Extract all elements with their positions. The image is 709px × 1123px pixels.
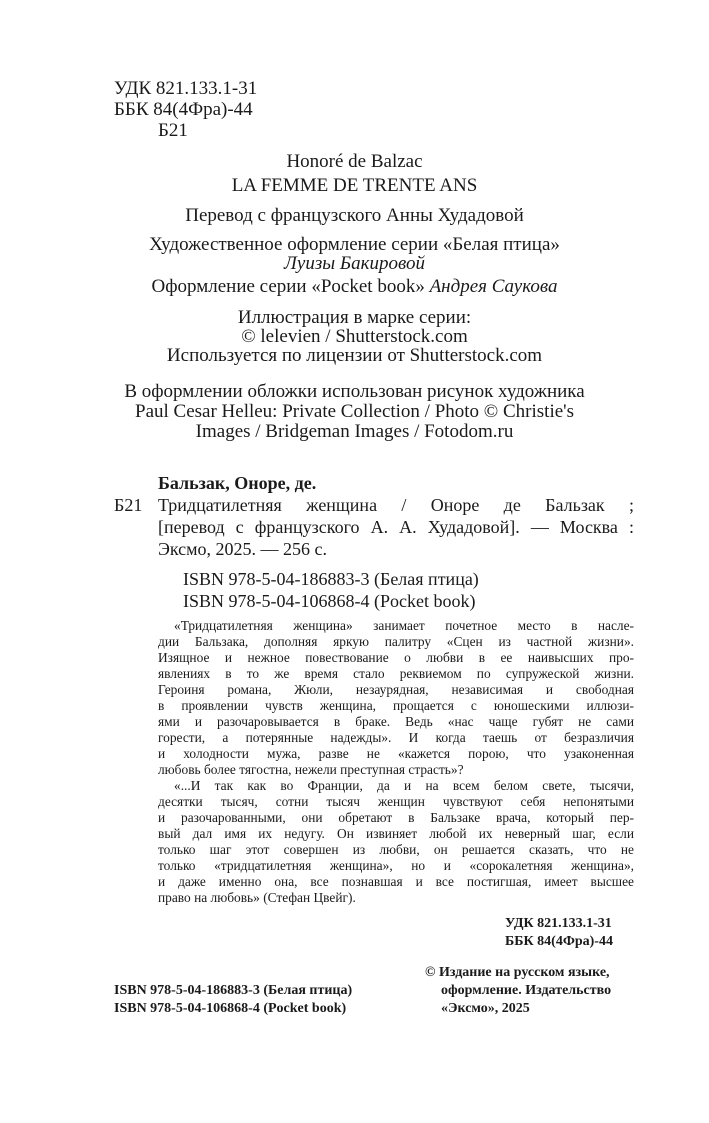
cover-credit-line-2: Paul Cesar Helleu: Private Collection / Photo © Christie's: [135, 401, 574, 422]
author-mark: Б21: [158, 120, 188, 141]
series-design-credit: [0, 276, 709, 298]
bbk-code: ББК 84(4Фра)-44: [114, 99, 253, 120]
cover-credit-line-3: Images / Bridgeman Images / Fotodom.ru: [195, 421, 514, 442]
card-description-line: Тридцатилетняя женщина / Оноре де Бальзак ;: [158, 495, 634, 515]
translation-credit: Перевод с французского Анны Худадовой: [185, 205, 524, 226]
illustration-label: Иллюстрация в марке серии:: [237, 307, 472, 328]
card-isbn: ISBN 978-5-04-186883-3 (Белая птица): [183, 569, 479, 589]
art-design-series: Художественное оформление серии «Белая птица»: [149, 234, 560, 255]
original-author: Honoré de Balzac: [286, 151, 423, 172]
annotation-line: любовь более тягостна, нежели преступная страсть»?: [158, 762, 464, 777]
license-note: Используется по лицензии от Shutterstock.com: [166, 345, 543, 366]
illustration-credit: © lelevien / Shutterstock.com: [241, 326, 468, 347]
annotation-line: ями и разочаровывается в браке. Ведь «нас чаще губят не сами: [158, 714, 634, 729]
annotation-line: дии Бальзака, дополняя яркую палитру «Сцен из частной жизни».: [158, 634, 634, 649]
card-isbn: ISBN 978-5-04-106868-4 (Pocket book): [183, 591, 476, 611]
art-design-name: Луизы Бакировой: [284, 253, 425, 274]
original-title: LA FEMME DE TRENTE ANS: [231, 175, 478, 196]
annotation-line: горести, а потерянные надежды». И когда таешь от безразличия: [158, 730, 634, 745]
udk-code: УДК 821.133.1-31: [114, 78, 258, 99]
card-author-heading: Бальзак, Оноре, де.: [158, 473, 317, 493]
annotation-line: только шаг этот совершен из любви, он решается сказать, что не: [158, 842, 634, 857]
copyright-line-1: © Издание на русском языке,: [425, 965, 610, 980]
annotation-line: явлениях в то же время стало реквиемом по супружеской жизни.: [158, 666, 634, 681]
annotation-line: «Тридцатилетняя женщина» занимает почетное место в насле-: [174, 618, 634, 633]
annotation-line: в проявлении чувств женщина, прощается с юношескими иллюзи-: [158, 698, 634, 713]
series-design-label: Оформление серии «Pocket book»: [151, 276, 425, 297]
card-description-line: [перевод с французского А. А. Худадовой]. — Москва :: [158, 517, 634, 537]
annotation-line: Изящное и нежное повествование о любви в ее наивысших про-: [158, 650, 634, 665]
isbn-bottom: ISBN 978-5-04-106868-4 (Pocket book): [114, 1001, 347, 1016]
annotation-line: только «тридцатилетняя женщина», но и «сорокалетняя женщина»,: [158, 858, 634, 873]
annotation-line: «...И так как во Франции, да и на всем белом свете, тысячи,: [174, 778, 634, 793]
annotation-line: десятки тысяч, сотни тысяч женщин чувствуют себя непонятыми: [158, 794, 634, 809]
card-mark: Б21: [114, 495, 143, 515]
copyright-line-2: оформление. Издательство: [441, 983, 612, 998]
annotation-line: вый дал имя их недугу. Он извиняет любой их неверный шаг, если: [158, 826, 634, 841]
udk-code-bottom: УДК 821.133.1-31: [505, 916, 612, 931]
annotation-line: Героиня романа, Жюли, незаурядная, независимая и свободная: [158, 682, 634, 697]
annotation-line: и холодности мужа, разве не «кажется порою, что узаконенная: [158, 746, 634, 761]
bbk-code-bottom: ББК 84(4Фра)-44: [505, 934, 613, 949]
annotation-line: право на любовь» (Стефан Цвейг).: [158, 890, 356, 905]
card-description-line: Эксмо, 2025. — 256 с.: [158, 539, 328, 559]
series-design-name: Андрея Саукова: [429, 276, 558, 297]
cover-credit-line-1: В оформлении обложки использован рисунок художника: [124, 381, 585, 402]
isbn-bottom: ISBN 978-5-04-186883-3 (Белая птица): [114, 983, 353, 998]
copyright-line-3: «Эксмо», 2025: [441, 1001, 530, 1016]
annotation-line: и даже именно она, все познавшая и все постигшая, имеет высшее: [158, 874, 634, 889]
annotation-line: и разочарованными, они обретают в Бальзаке врача, который пер-: [158, 810, 634, 825]
